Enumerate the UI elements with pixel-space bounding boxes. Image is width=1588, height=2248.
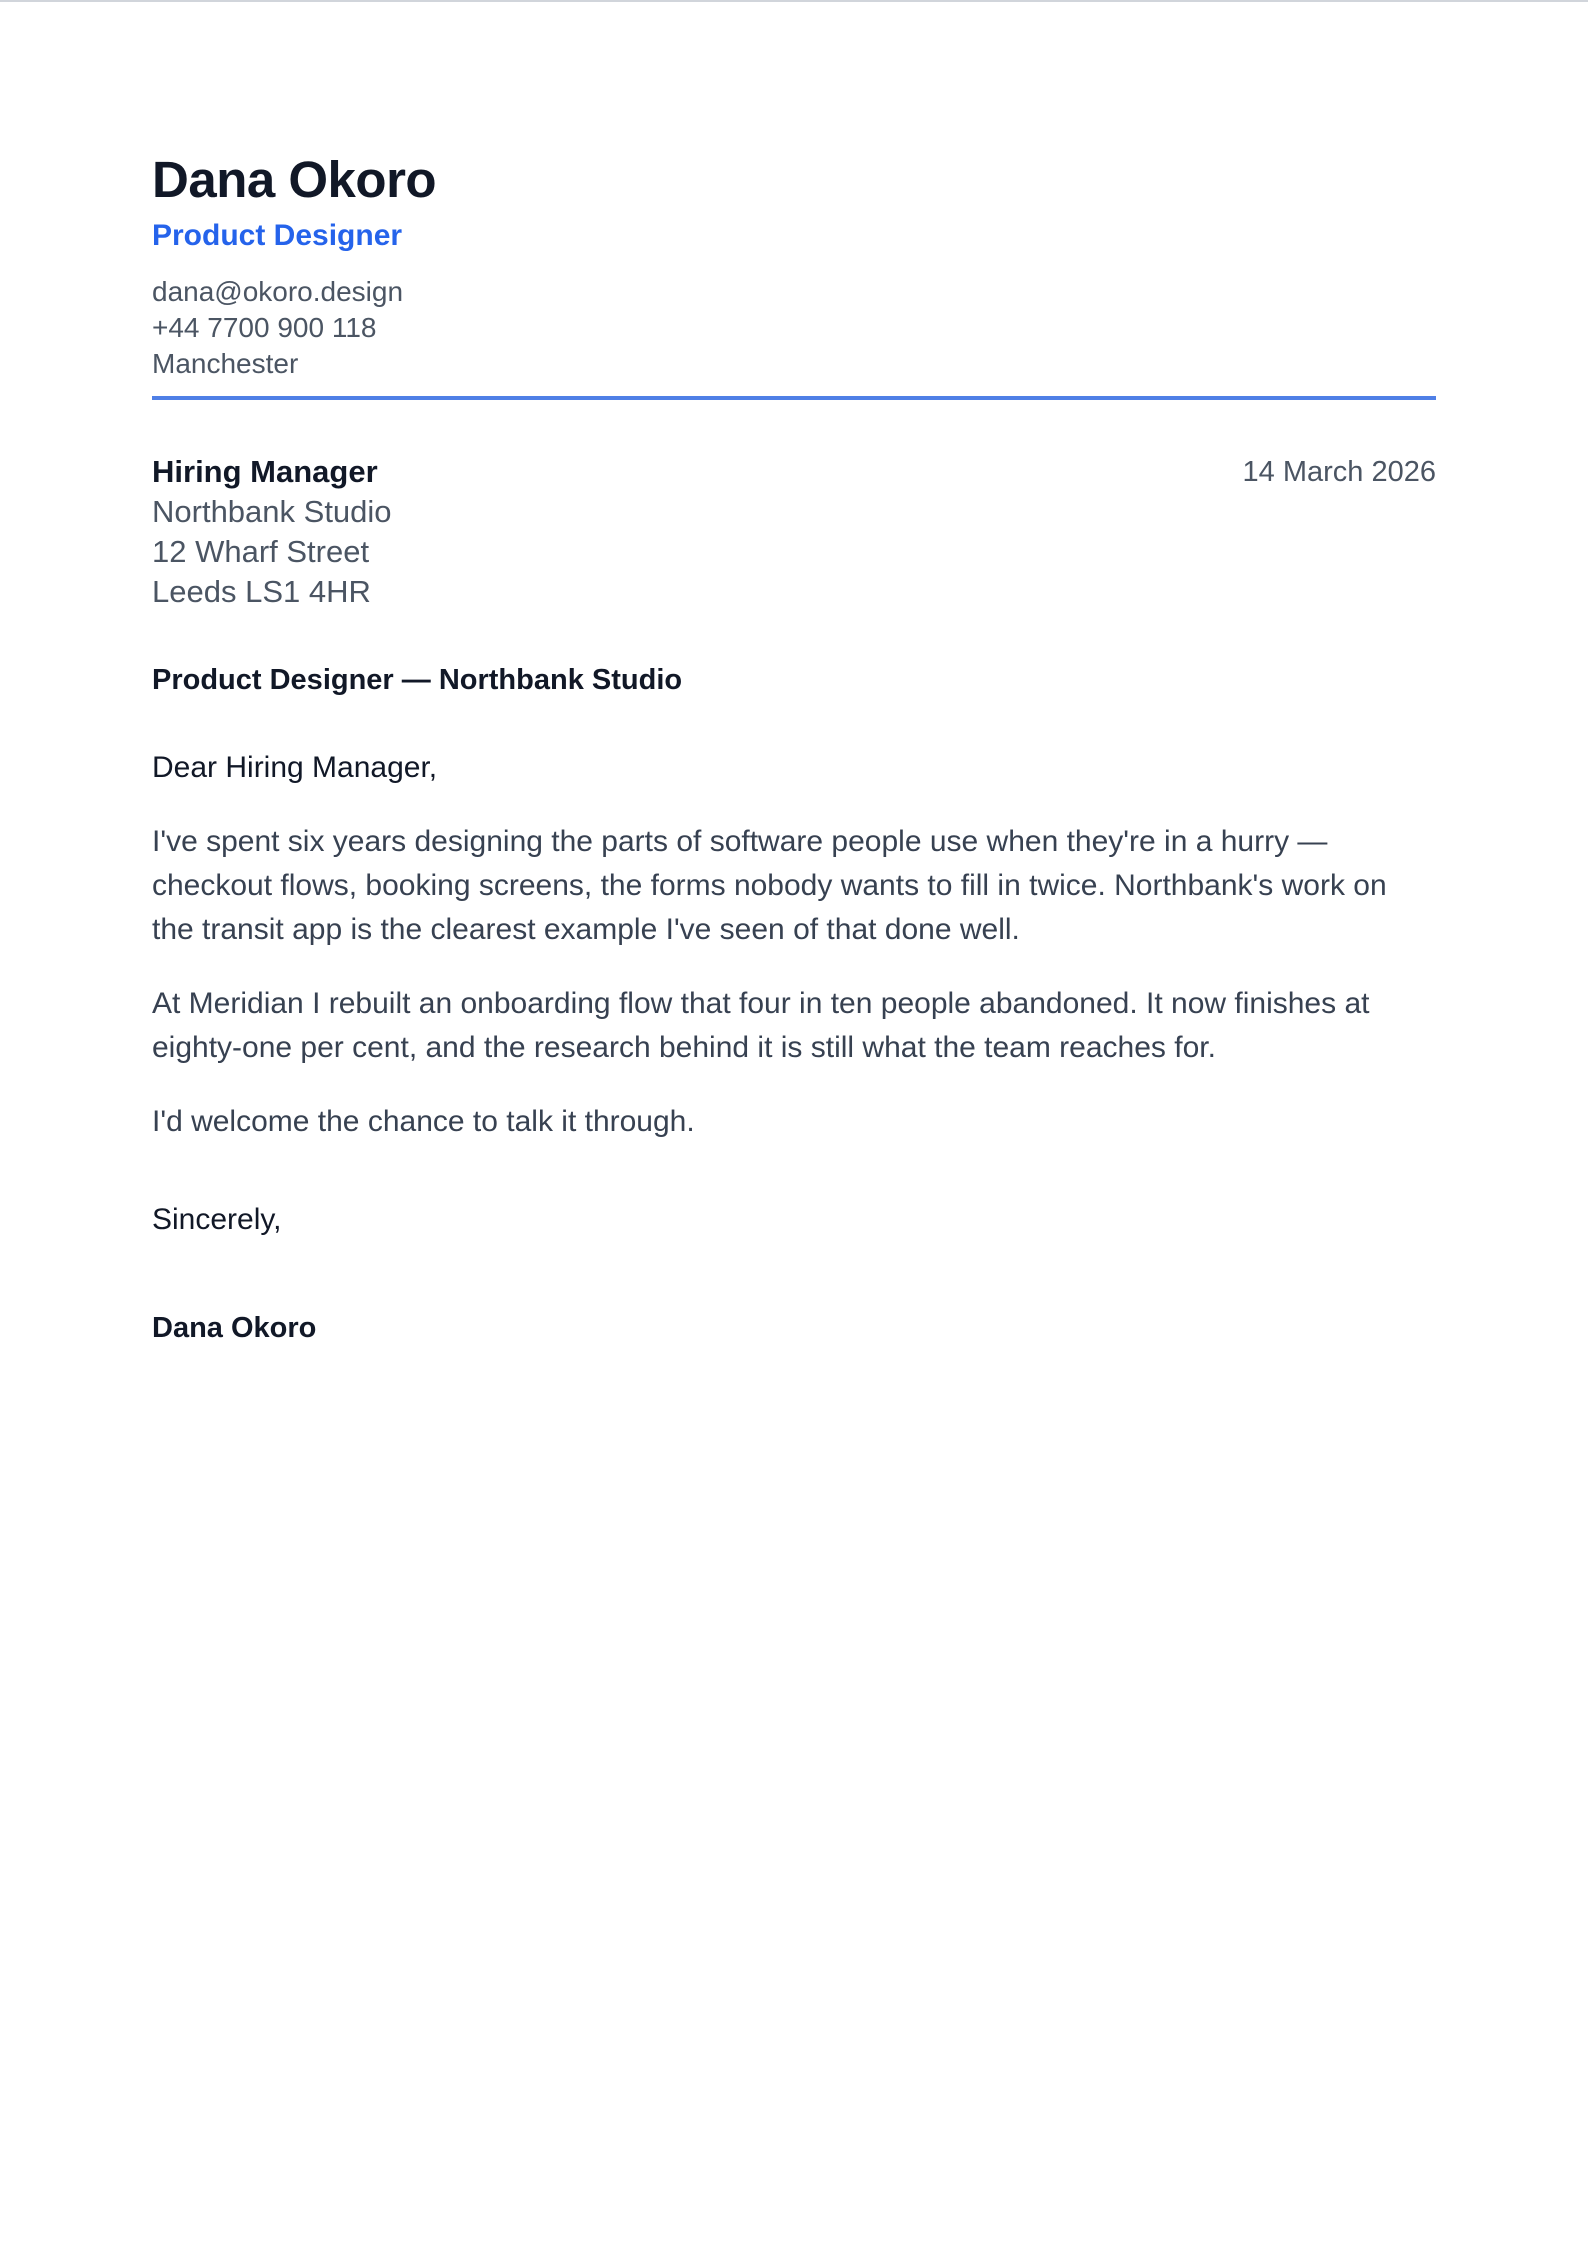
- sender-role: Product Designer: [152, 219, 403, 252]
- recipient-company: Northbank Studio: [152, 494, 392, 529]
- recipient-street: 12 Wharf Street: [152, 534, 370, 569]
- page-top-border: [0, 0, 1588, 2]
- body-paragraph: I've spent six years designing the parts of software people use when they're in a hurry — checkout flows, booking screens, the forms nobody wants to fill in twice. Northbank's work on the transit app is the clearest example I've seen of that done well.: [152, 825, 1387, 946]
- sender-contact: [152, 274, 1436, 382]
- letter-date: 14 March 2026: [1242, 456, 1436, 488]
- body-paragraph: At Meridian I rebuilt an onboarding flow that four in ten people abandoned. It now finishes at eighty-one per cent, and the research behind it is still what the team reaches for.: [152, 987, 1370, 1064]
- subject-line: Product Designer — Northbank Studio: [152, 664, 683, 696]
- closing: Sincerely,: [152, 1203, 282, 1236]
- recipient-city: Leeds LS1 4HR: [152, 574, 371, 609]
- sender-phone: +44 7700 900 118: [152, 312, 377, 343]
- recipient-address: [152, 452, 392, 612]
- salutation: Dear Hiring Manager,: [152, 751, 438, 784]
- signature: Dana Okoro: [152, 1312, 317, 1344]
- letter-body: [152, 820, 1436, 1144]
- sender-email: dana@okoro.design: [152, 276, 404, 307]
- body-paragraph: I'd welcome the chance to talk it through.: [152, 1105, 695, 1138]
- header-divider: [152, 396, 1436, 400]
- cover-letter: [152, 148, 1436, 1348]
- address-row: [152, 452, 1436, 612]
- sender-city: Manchester: [152, 348, 299, 379]
- letterhead: [152, 148, 1436, 382]
- sender-name: Dana Okoro: [152, 151, 437, 208]
- recipient-title: Hiring Manager: [152, 454, 378, 489]
